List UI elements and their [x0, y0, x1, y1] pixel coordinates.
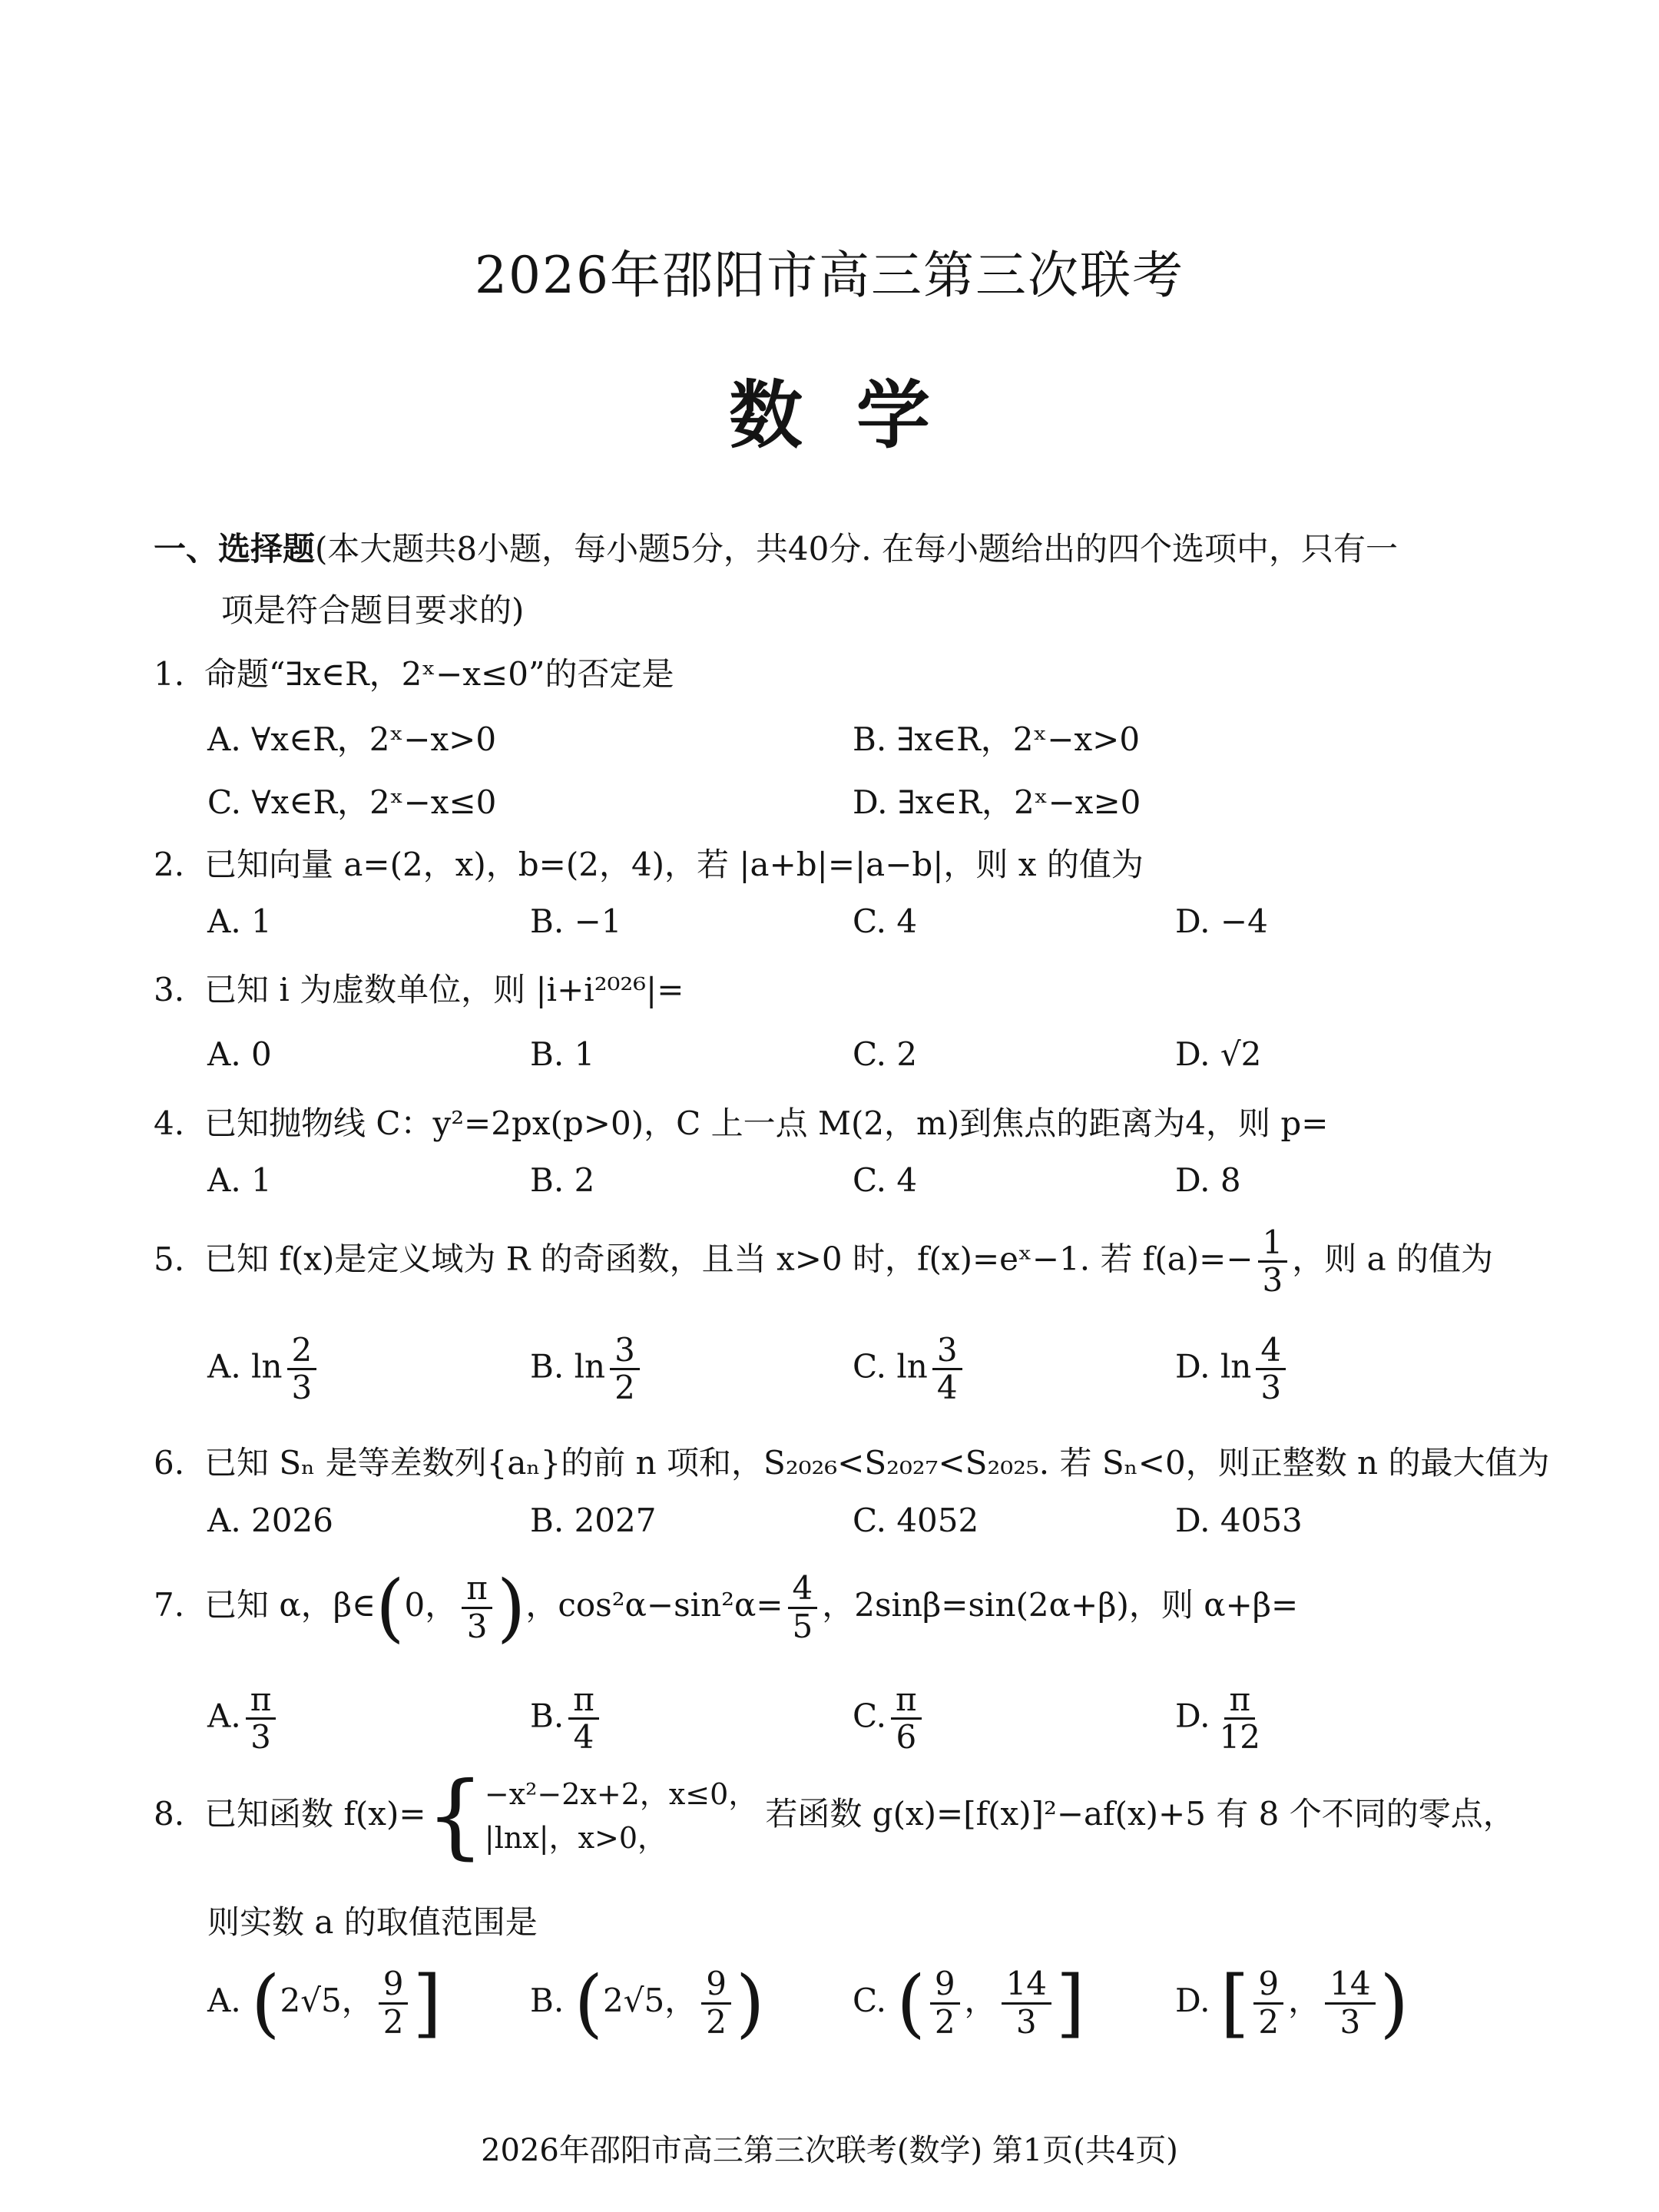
option-label: D. — [1175, 1982, 1210, 2019]
fraction-denominator: 3 — [1015, 2002, 1037, 2041]
option-label: B. ln — [530, 1347, 606, 1386]
option-label: C. — [853, 1697, 886, 1735]
question-stem: 已知 Sₙ 是等差数列{aₙ}的前 n 项和，S₂₀₂₆<S₂₀₂₇<S₂₀₂₅. 若 Sₙ<0，则正整数 n 的最大值为 — [204, 1444, 1550, 1482]
right-bracket: ] — [412, 1960, 442, 2046]
q2-option-c: C. 4 — [853, 902, 918, 940]
q7-option-d — [1175, 1682, 1270, 1755]
option-label: A. ln — [207, 1347, 283, 1386]
question-stem: 已知 i 为虚数单位，则 |i+i²⁰²⁶|= — [204, 971, 684, 1008]
comma: ， — [964, 1982, 997, 2019]
fraction — [1215, 1682, 1265, 1755]
question-stem-end: ，2sinβ=sin(2α+β)，则 α+β= — [822, 1586, 1299, 1624]
q2-option-b: B. −1 — [530, 902, 622, 940]
question-stem-mid: 若函数 g(x)=[f(x)]²−af(x)+5 有 8 个不同的零点， — [765, 1795, 1515, 1833]
q3-option-b: B. 1 — [530, 1035, 595, 1073]
section-desc-2: 项是符合题目要求的) — [221, 591, 525, 629]
fraction-numerator: 9 — [379, 1966, 409, 2004]
question-1 — [154, 649, 674, 695]
question-stem: 已知 α，β∈ — [204, 1586, 376, 1624]
q4-option-a: A. 1 — [207, 1161, 272, 1199]
question-5 — [154, 1225, 1493, 1298]
fraction-denominator: 3 — [466, 1607, 488, 1645]
fraction — [610, 1333, 640, 1406]
fraction-denominator: 2 — [706, 2002, 727, 2041]
fraction — [930, 1966, 960, 2039]
question-8 — [154, 1763, 1515, 1869]
interval-start: 2√5， — [603, 1982, 697, 2019]
q1-option-d: D. ∃x∈R，2ˣ−x≥0 — [853, 783, 1141, 821]
question-7 — [154, 1565, 1299, 1651]
fraction — [246, 1682, 276, 1755]
q8-option-c — [853, 1960, 1085, 2046]
q6-option-c: C. 4052 — [853, 1502, 979, 1539]
question-stem: 已知函数 f(x)= — [204, 1795, 426, 1833]
left-bracket: ( — [896, 1960, 926, 2046]
fraction — [932, 1333, 962, 1406]
q4-option-d: D. 8 — [1175, 1161, 1241, 1199]
comma: ， — [1288, 1982, 1321, 2019]
right-paren: ) — [496, 1565, 526, 1651]
q3-option-c: C. 2 — [853, 1035, 918, 1073]
option-label: A. — [207, 1982, 241, 2019]
left-bracket: ( — [574, 1960, 604, 2046]
question-stem: 命题“∃x∈R，2ˣ−x≤0”的否定是 — [204, 655, 674, 693]
fraction — [287, 1333, 317, 1406]
question-4 — [154, 1098, 1328, 1144]
fraction — [1258, 1225, 1288, 1298]
q8-option-a — [207, 1960, 442, 2046]
question-6 — [154, 1438, 1549, 1484]
left-bracket: ( — [251, 1960, 280, 2046]
question-number: 6. — [154, 1444, 185, 1482]
fraction-numerator: 14 — [1325, 1966, 1375, 2004]
fraction-numerator: 4 — [1256, 1333, 1286, 1370]
exam-title: 2026年邵阳市高三第三次联考 — [475, 246, 1184, 305]
option-label: B. — [530, 1982, 565, 2019]
q6-option-a: A. 2026 — [207, 1502, 333, 1539]
question-stem: 已知向量 a=(2，x)，b=(2，4)，若 |a+b|=|a−b|，则 x 的值为 — [204, 846, 1144, 883]
fraction — [568, 1682, 599, 1755]
fraction-denominator: 4 — [936, 1369, 958, 1407]
q8-option-d — [1175, 1960, 1409, 2046]
fraction-denominator: 2 — [382, 2002, 404, 2041]
fraction-denominator: 6 — [896, 1718, 917, 1757]
q6-option-b: B. 2027 — [530, 1502, 657, 1539]
question-8-cont: 则实数 a 的取值范围是 — [207, 1903, 538, 1941]
fraction-numerator: π — [891, 1682, 922, 1720]
fraction-numerator: 1 — [1258, 1225, 1288, 1263]
q8-option-b — [530, 1960, 765, 2046]
question-number: 8. — [154, 1795, 185, 1833]
fraction-denominator: 3 — [1262, 1261, 1283, 1300]
option-label: A. — [207, 1697, 241, 1735]
fraction-numerator: π — [246, 1682, 276, 1720]
q7-option-a — [207, 1682, 280, 1755]
q3-option-a: A. 0 — [207, 1035, 272, 1073]
fraction-numerator: π — [568, 1682, 599, 1720]
fraction-numerator: 2 — [287, 1333, 317, 1370]
q1-option-c: C. ∀x∈R，2ˣ−x≤0 — [207, 783, 497, 821]
fraction — [1325, 1966, 1375, 2039]
page-footer: 2026年邵阳市高三第三次联考(数学) 第1页(共4页) — [481, 2133, 1178, 2168]
question-stem: 已知抛物线 C：y²=2px(p>0)，C 上一点 M(2，m)到焦点的距离为4，则 p= — [204, 1104, 1329, 1142]
interval-start: 2√5， — [280, 1982, 374, 2019]
option-label: C. — [853, 1982, 886, 2019]
q5-option-a — [207, 1333, 321, 1406]
option-label: B. — [530, 1697, 565, 1735]
question-number: 2. — [154, 846, 185, 883]
fraction-numerator: π — [1224, 1682, 1255, 1720]
fraction-denominator: 4 — [573, 1718, 594, 1757]
question-number: 1. — [154, 655, 185, 693]
q2-option-d: D. −4 — [1175, 902, 1268, 940]
fraction-denominator: 2 — [1258, 2002, 1280, 2041]
fraction — [1256, 1333, 1286, 1406]
left-paren: ( — [376, 1565, 405, 1651]
option-label: D. ln — [1175, 1347, 1252, 1386]
option-label: C. ln — [853, 1347, 928, 1386]
fraction-denominator: 3 — [1339, 2002, 1361, 2041]
question-stem-end: ，则 a 的值为 — [1292, 1240, 1494, 1278]
right-bracket: ] — [1056, 1960, 1085, 2046]
q4-option-c: C. 4 — [853, 1161, 918, 1199]
fraction-denominator: 2 — [614, 1369, 635, 1407]
question-stem-mid: ，cos²α−sin²α= — [525, 1586, 783, 1624]
fraction — [379, 1966, 409, 2039]
section-desc-1: (本大题共8小题，每小题5分，共40分. 在每小题给出的四个选项中，只有一 — [315, 530, 1398, 568]
fraction — [701, 1966, 731, 2039]
fraction-numerator: 9 — [1253, 1966, 1283, 2004]
fraction — [1002, 1966, 1051, 2039]
q4-option-b: B. 2 — [530, 1161, 595, 1199]
fraction — [462, 1571, 492, 1644]
fraction — [788, 1571, 818, 1644]
question-number: 7. — [154, 1586, 185, 1624]
q3-option-d: D. √2 — [1175, 1035, 1262, 1073]
fraction-numerator: π — [462, 1571, 492, 1608]
fraction-denominator: 3 — [250, 1718, 271, 1757]
fraction — [1253, 1966, 1283, 2039]
fraction-numerator: 4 — [788, 1571, 818, 1608]
subject-title: 数学 — [729, 373, 984, 459]
q1-option-b: B. ∃x∈R，2ˣ−x>0 — [853, 720, 1141, 758]
fraction-numerator: 3 — [610, 1333, 640, 1370]
q7-option-c — [853, 1682, 926, 1755]
left-brace: { — [426, 1763, 485, 1869]
question-number: 4. — [154, 1104, 185, 1142]
question-number: 3. — [154, 971, 185, 1008]
left-bracket: [ — [1220, 1960, 1250, 2046]
right-bracket: ) — [1379, 1960, 1409, 2046]
fraction-numerator: 9 — [701, 1966, 731, 2004]
q1-option-a: A. ∀x∈R，2ˣ−x>0 — [207, 720, 497, 758]
fraction-denominator: 12 — [1219, 1718, 1260, 1757]
fraction-denominator: 5 — [792, 1607, 813, 1645]
piecewise-cases — [485, 1773, 757, 1860]
question-2 — [154, 839, 1144, 886]
q5-option-b — [530, 1333, 644, 1406]
q7-option-b — [530, 1682, 604, 1755]
q2-option-a: A. 1 — [207, 902, 272, 940]
fraction-numerator: 14 — [1002, 1966, 1051, 2004]
question-number: 5. — [154, 1240, 185, 1278]
fraction-numerator: 9 — [930, 1966, 960, 2004]
q5-option-d — [1175, 1333, 1290, 1406]
question-stem: 已知 f(x)是定义域为 R 的奇函数，且当 x>0 时，f(x)=eˣ−1. 若 f(a)=− — [204, 1240, 1253, 1278]
right-bracket: ) — [735, 1960, 765, 2046]
fraction-denominator: 2 — [934, 2002, 955, 2041]
q6-option-d: D. 4053 — [1175, 1502, 1303, 1539]
section-name: 一、选择题 — [154, 530, 316, 568]
section-heading — [154, 524, 1398, 570]
fraction-numerator: 3 — [932, 1333, 962, 1370]
piece-case-1: −x²−2x+2，x≤0， — [484, 1777, 758, 1811]
piece-case-2: |lnx|，x>0， — [484, 1821, 667, 1855]
fraction-denominator: 3 — [291, 1369, 313, 1407]
fraction-denominator: 3 — [1260, 1369, 1282, 1407]
question-3 — [154, 965, 684, 1011]
q5-option-c — [853, 1333, 967, 1406]
option-label: D. — [1175, 1697, 1210, 1735]
interval-start: 0， — [404, 1586, 458, 1624]
fraction — [891, 1682, 922, 1755]
